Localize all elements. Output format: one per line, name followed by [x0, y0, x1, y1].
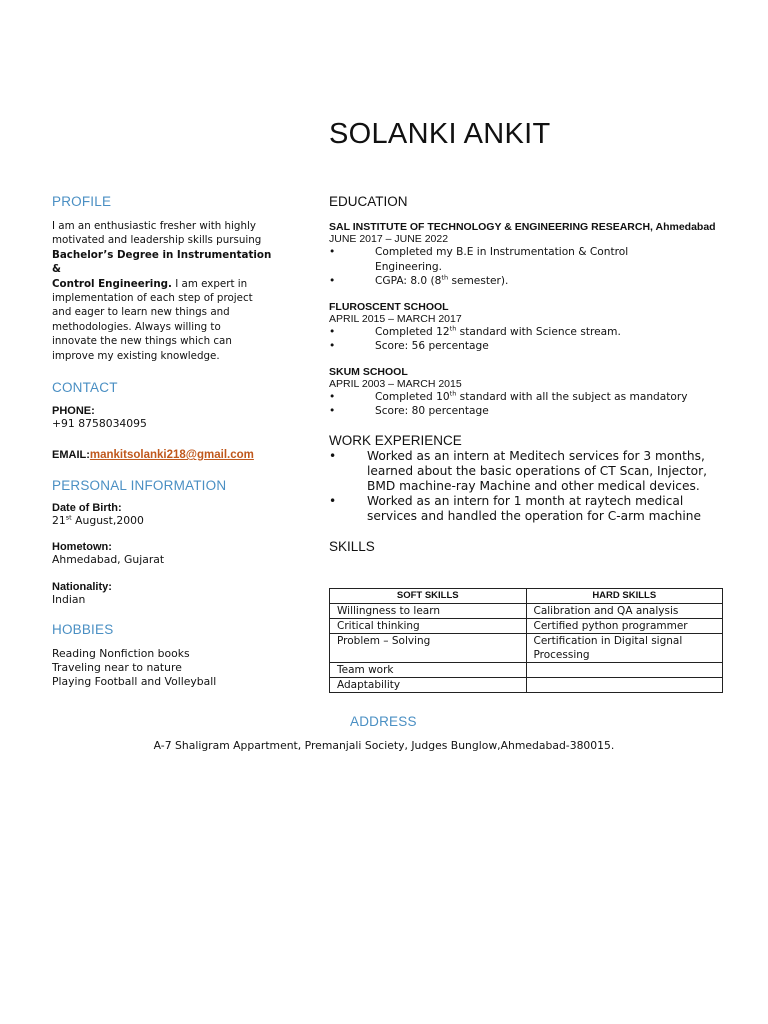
table-row [330, 678, 723, 693]
table-row [330, 619, 723, 634]
hobbies-list [52, 647, 278, 689]
work-bullets [329, 449, 729, 524]
hobbies-heading: HOBBIES [52, 622, 114, 638]
education-entry [329, 301, 729, 354]
phone-label: PHONE: [52, 405, 95, 418]
list-item: Traveling near to nature [52, 661, 182, 675]
bullet-icon: • [329, 340, 336, 352]
list-item: • Score: 56 percentage [329, 340, 489, 352]
school-name: FLUROSCENT SCHOOL [329, 300, 449, 313]
school-dates: APRIL 2015 – MARCH 2017 [329, 312, 462, 325]
soft-skill-cell: Adaptability [330, 678, 527, 693]
table-row [330, 604, 723, 619]
school-dates: JUNE 2017 – JUNE 2022 [329, 233, 449, 245]
hard-skills-header: HARD SKILLS [526, 589, 723, 604]
hard-skill-cell [526, 663, 723, 678]
bullet-icon: • [329, 275, 336, 287]
table-row [330, 634, 723, 663]
education-heading: EDUCATION [329, 194, 408, 209]
dob-block [52, 502, 278, 528]
hard-skill-cell: Certification in Digital signal Processing [526, 634, 723, 663]
nationality-label: Nationality: [52, 581, 112, 594]
bullet-icon: • [329, 448, 337, 463]
hard-skill-cell [526, 678, 723, 693]
soft-skill-cell: Team work [330, 663, 527, 678]
personal-info-heading: PERSONAL INFORMATION [52, 478, 227, 494]
skills-table [329, 588, 723, 693]
education-entry [329, 366, 729, 419]
list-item: • Score: 80 percentage [329, 405, 489, 417]
hard-skill-cell: Calibration and QA analysis [526, 604, 723, 619]
candidate-name: SOLANKI ANKIT [329, 118, 551, 150]
contact-heading: CONTACT [52, 380, 118, 396]
hometown-value: Ahmedabad, Gujarat [52, 553, 165, 567]
education-bullets [329, 245, 729, 289]
education-bullets [329, 390, 729, 419]
nationality-value: Indian [52, 593, 86, 607]
degree-bold: Bachelor’s Degree in Instrumentation & [52, 248, 272, 276]
right-column [329, 194, 729, 554]
list-item: Playing Football and Volleyball [52, 675, 217, 689]
address-heading: ADDRESS [350, 714, 417, 729]
table-header-row [330, 589, 723, 604]
list-item: Reading Nonfiction books [52, 647, 190, 661]
bullet-icon: • [329, 246, 336, 258]
list-item: • Completed my B.E in Instrumentation & Control Engineering. [329, 246, 629, 273]
bullet-icon: • [329, 390, 336, 403]
dob-value: 21st August,2000 [52, 513, 144, 528]
work-experience-heading: WORK EXPERIENCE [329, 432, 462, 448]
bullet-icon: • [329, 493, 337, 508]
skills-heading: SKILLS [329, 538, 375, 554]
soft-skill-cell: Willingness to learn [330, 604, 527, 619]
address-text: A-7 Shaligram Appartment, Premanjali Society, Judges Bunglow,Ahmedabad-380015. [153, 739, 615, 752]
bullet-icon: • [329, 405, 336, 417]
soft-skill-cell: Critical thinking [330, 619, 527, 634]
list-item: • Worked as an intern at Meditech services for 3 months, learned about the basic operations of CT Scan, Injector, BMD machine-ray Machine and other medical devices. [329, 448, 708, 493]
nationality-block [52, 581, 278, 607]
hard-skill-cell: Certified python programmer [526, 619, 723, 634]
hometown-label: Hometown: [52, 541, 112, 554]
list-item: • Worked as an intern for 1 month at raytech medical services and handled the operation for C-arm machine [329, 493, 702, 523]
dob-label: Date of Birth: [52, 502, 122, 515]
table-row [330, 663, 723, 678]
email-block [52, 443, 278, 462]
hometown-block [52, 541, 278, 567]
school-name: SKUM SCHOOL [329, 365, 408, 378]
email-label: EMAIL: [52, 449, 90, 462]
email-link[interactable]: mankitsolanki218@gmail.com [89, 449, 254, 462]
bullet-icon: • [329, 325, 336, 338]
soft-skills-header: SOFT SKILLS [330, 589, 527, 604]
education-bullets [329, 325, 729, 354]
school-name: SAL INSTITUTE OF TECHNOLOGY & ENGINEERING RESEARCH, Ahmedabad [329, 221, 716, 233]
phone-block [52, 405, 278, 431]
education-entry [329, 221, 729, 289]
school-dates: APRIL 2003 – MARCH 2015 [329, 377, 462, 390]
list-item: • Completed 12th standard with Science stream. [329, 323, 621, 338]
phone-value: +91 8758034095 [52, 417, 147, 431]
list-item: • CGPA: 8.0 (8th semester). [329, 273, 509, 287]
soft-skill-cell: Problem – Solving [330, 634, 527, 663]
profile-text: I am an enthusiastic fresher with highly motivated and leadership skills pursuing Bachelor’s Degree in Instrumentation & Control Engineering. I am expert in implementation of each step of project and eager to learn new things and methodologies. Always willing to innovate the new things which can improve my existing knowledge. [52, 220, 272, 362]
left-column [52, 194, 278, 689]
profile-heading: PROFILE [52, 194, 112, 209]
list-item: • Completed 10th standard with all the subject as mandatory [329, 388, 688, 403]
